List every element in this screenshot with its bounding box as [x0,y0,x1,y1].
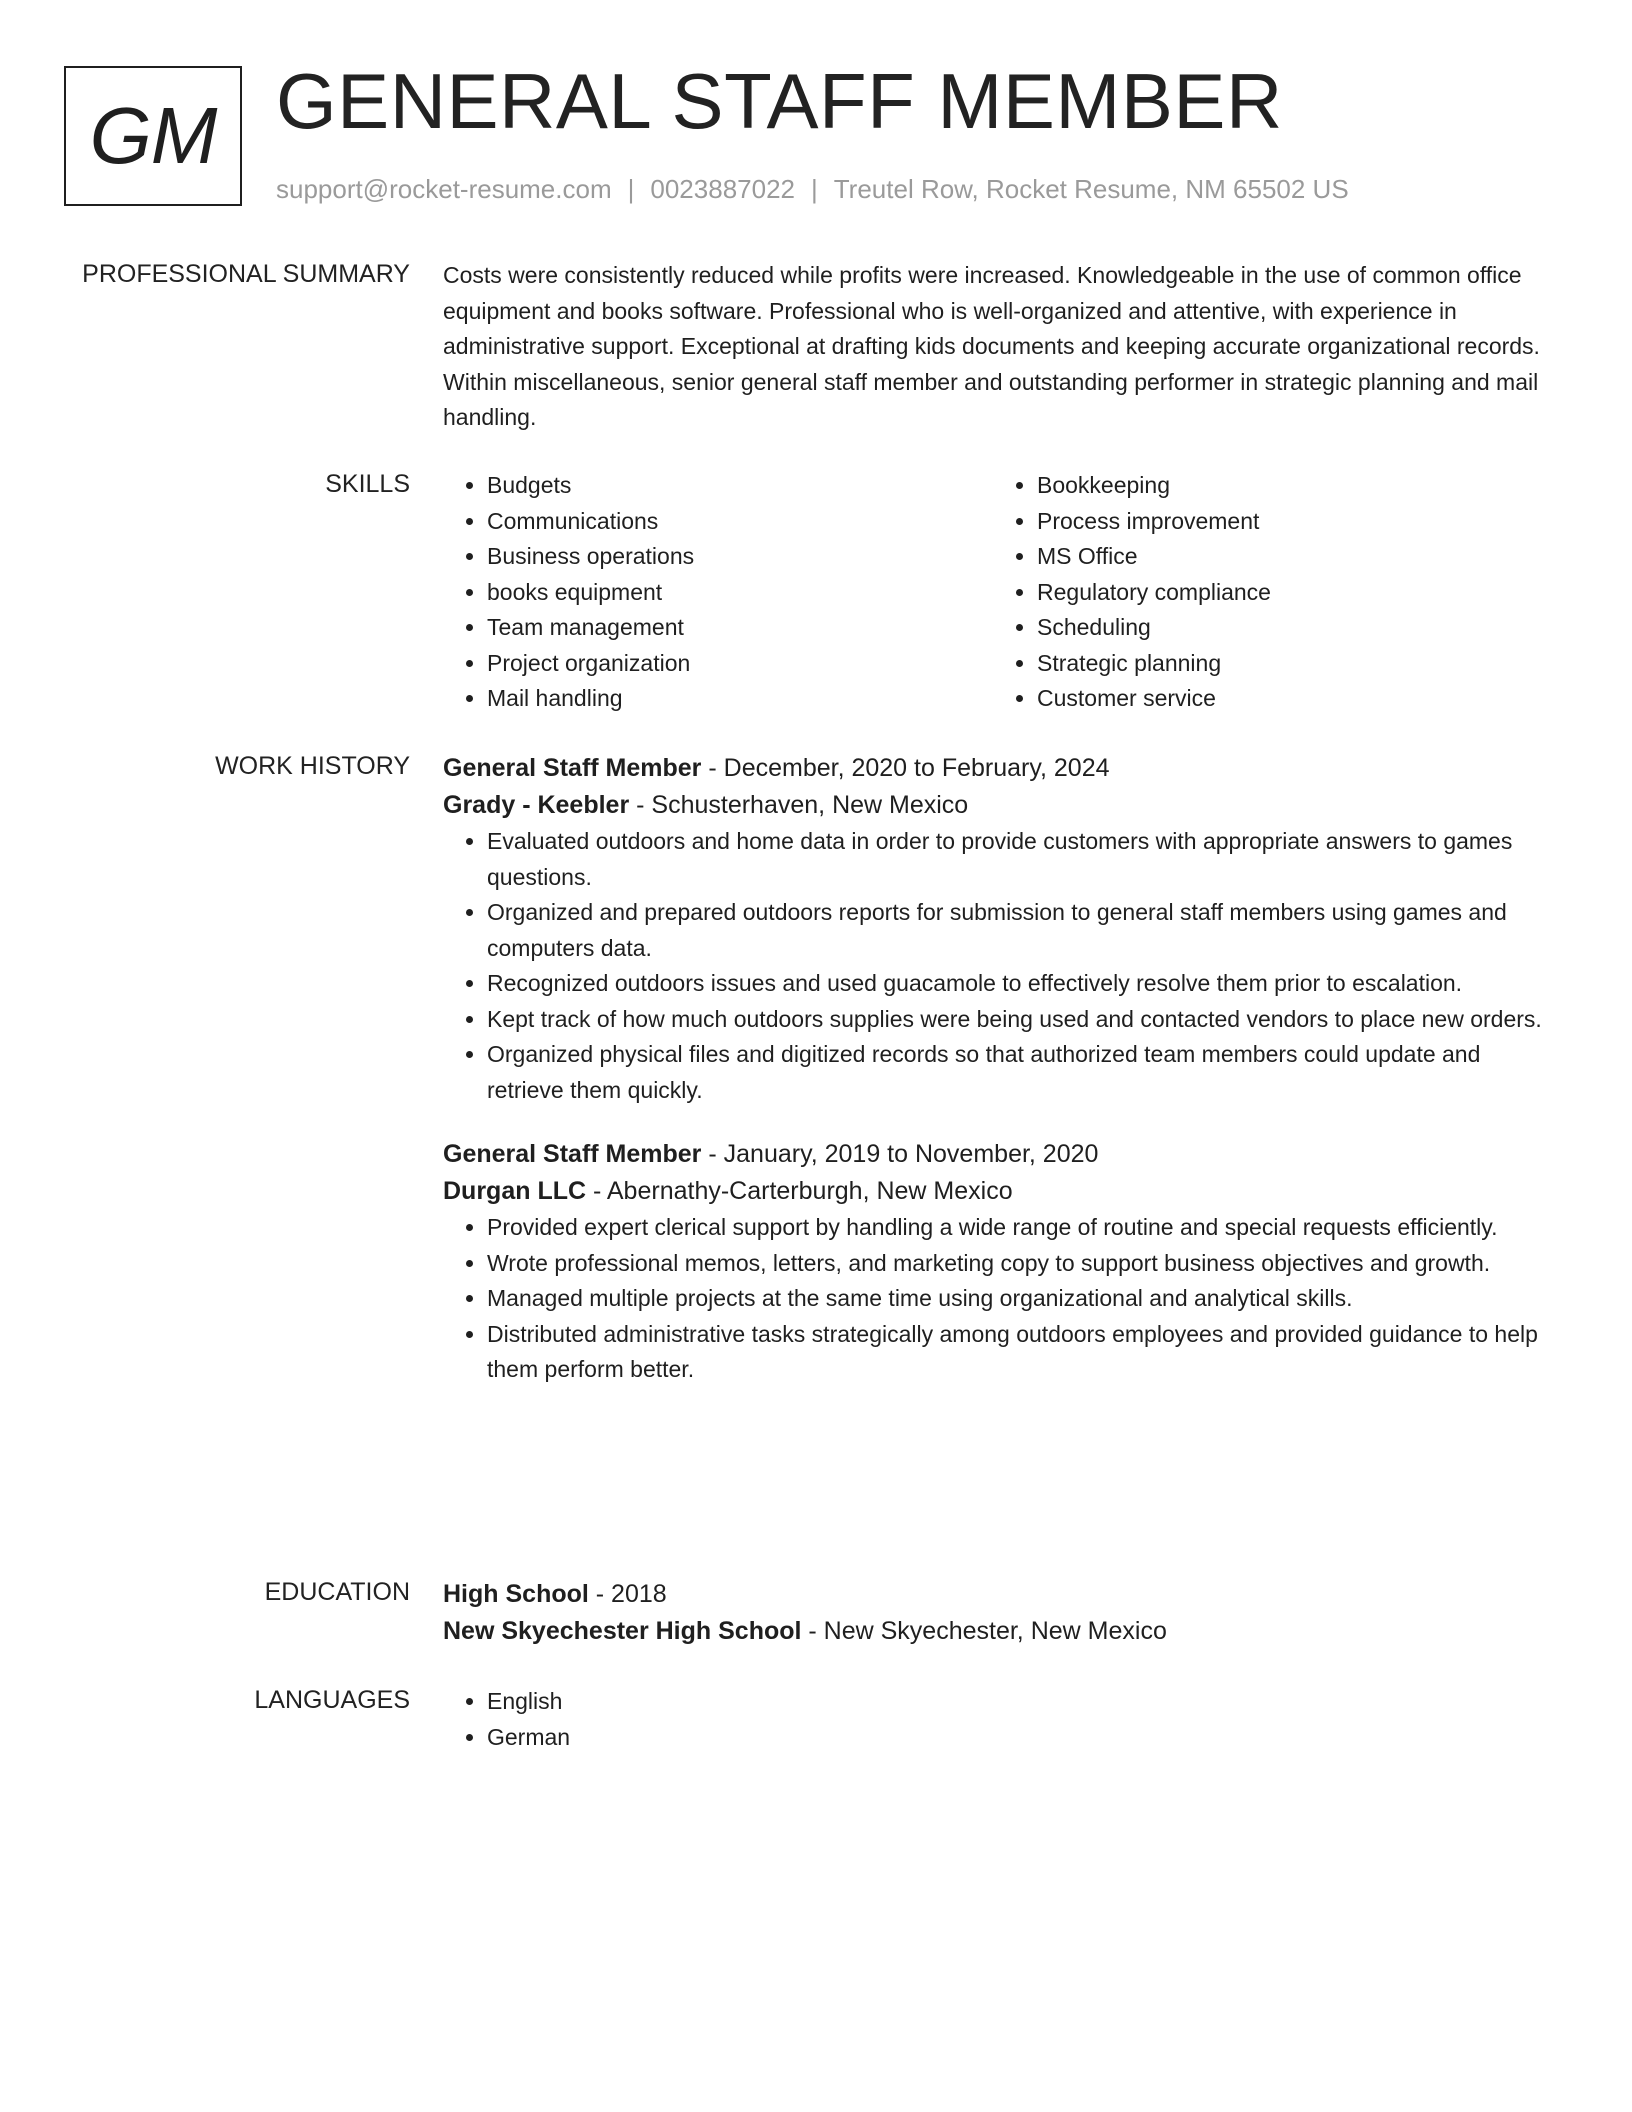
skill-item: • Mail handling [487,681,993,717]
language-item: • English [487,1684,1543,1720]
job-bullet: • Recognized outdoors issues and used guacamole to effectively resolve them prior to escalation. [487,966,1543,1002]
job-company: Grady - Keebler [443,791,630,819]
skill-item: • Bookkeeping [1037,468,1543,504]
skill-item: • Customer service [1037,681,1543,717]
language-item: • German [487,1720,1543,1756]
skill-item: • books equipment [487,575,993,611]
section-label: SKILLS [325,470,410,498]
job-dates: - December, 2020 to February, 2024 [701,754,1110,782]
job-bullet: • Evaluated outdoors and home data in order to provide customers with appropriate answers to games questions. [487,824,1543,895]
section-label: LANGUAGES [254,1686,410,1714]
job-title-line [443,750,1543,787]
job-bullet: • Wrote professional memos, letters, and marketing copy to support business objectives and growth. [487,1246,1543,1282]
job-title: General Staff Member [443,754,702,782]
skill-item: • Scheduling [1037,610,1543,646]
skill-item: • Communications [487,504,993,540]
job-bullets [443,1210,1543,1388]
job-bullet: • Distributed administrative tasks strategically among outdoors employees and provided guidance to help them perform better. [487,1317,1543,1388]
job-bullets [443,824,1543,1108]
section-label: EDUCATION [264,1578,410,1606]
education-school-line [443,1613,1543,1650]
summary-text: Costs were consistently reduced while profits were increased. Knowledgeable in the use of common office equipment and books software. Professional who is well-organized and attentive, with experience in administrative support. Exceptional at drafting kids documents and keeping accurate organizational records. Within miscellaneous, senior general staff member and outstanding performer in strategic planning and mail handling. [443,262,1540,430]
education-year: - 2018 [588,1580,667,1608]
separator: | [811,174,818,204]
skill-item: • Regulatory compliance [1037,575,1543,611]
education-degree: High School [443,1580,589,1608]
job-title-line [443,1136,1543,1173]
job-title: General Staff Member [443,1140,702,1168]
languages-list [443,1684,1543,1755]
section-label: WORK HISTORY [215,752,410,780]
skill-item: • Project organization [487,646,993,682]
contact-line [276,172,1349,206]
email[interactable]: support@rocket-resume.com [276,174,612,204]
job-company: Durgan LLC [443,1177,587,1205]
candidate-name: GENERAL STAFF MEMBER [276,57,1283,145]
skills-list-right [993,468,1543,717]
job-bullet: • Managed multiple projects at the same time using organizational and analytical skills. [487,1281,1543,1317]
skill-item: • Business operations [487,539,993,575]
job-bullet: • Organized physical files and digitized records so that authorized team members could update and retrieve them quickly. [487,1037,1543,1108]
education-degree-line [443,1576,1543,1613]
monogram: GM [64,66,242,206]
skill-item: • Budgets [487,468,993,504]
job-location: - Schusterhaven, New Mexico [629,791,969,819]
skill-item: • Process improvement [1037,504,1543,540]
job-location: - Abernathy-Carterburgh, New Mexico [586,1177,1013,1205]
job-entry [443,750,1543,1108]
phone[interactable]: 0023887022 [650,174,795,204]
job-company-line [443,1173,1543,1210]
job-bullet: • Organized and prepared outdoors reports for submission to general staff members using games and computers data. [487,895,1543,966]
education-location: - New Skyechester, New Mexico [801,1617,1167,1645]
job-bullet: • Provided expert clerical support by handling a wide range of routine and special requests efficiently. [487,1210,1543,1246]
job-company-line [443,787,1543,824]
job-dates: - January, 2019 to November, 2020 [701,1140,1099,1168]
skill-item: • Team management [487,610,993,646]
separator: | [627,174,635,204]
job-entry [443,1136,1543,1388]
education-school: New Skyechester High School [443,1617,802,1645]
address: Treutel Row, Rocket Resume, NM 65502 US [833,174,1349,204]
skill-item: • Strategic planning [1037,646,1543,682]
job-bullet: • Kept track of how much outdoors supplies were being used and contacted vendors to place new orders. [487,1002,1543,1038]
skills-list-left [443,468,993,717]
skill-item: • MS Office [1037,539,1543,575]
section-label: PROFESSIONAL SUMMARY [82,260,410,288]
